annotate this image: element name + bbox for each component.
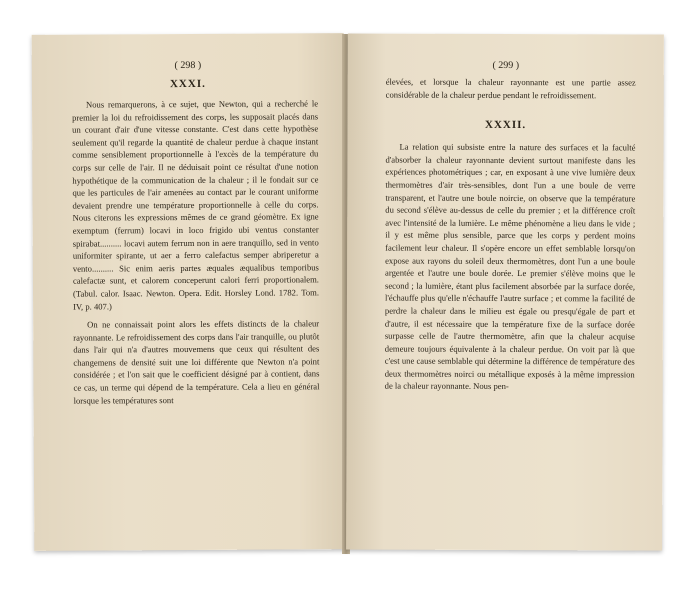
section-title: XXXII. bbox=[484, 119, 527, 132]
open-book bbox=[30, 34, 666, 554]
page-body bbox=[72, 97, 320, 407]
left-page bbox=[32, 33, 347, 551]
right-page bbox=[346, 33, 664, 550]
continued-paragraph: élevées, et lorsque la chaleur rayonnante est une partie assez considérable de la chaleur perdue pendant le refroidissement. bbox=[385, 76, 636, 100]
paragraph: On ne connaissait point alors les effets distincts de la chaleur rayonnante. Le refroidissement des corps dans l'air tranquille, ou plutôt dans l'air qui n'a d'autres mouvemens que ceux qui résultent des changemens de densité suit une loi différente que Newton n'a point considérée ; et l'on sait que le coefficient désigné par à contient, dans ce cas, un terme qui dépend de la température. Cela a lieu en général lorsque les températures sont bbox=[73, 318, 320, 406]
page-number: ( 298 ) bbox=[174, 59, 202, 72]
section-title: XXXI. bbox=[169, 77, 206, 91]
page-number: ( 299 ) bbox=[492, 59, 520, 72]
paragraph: Nous remarquerons, à ce sujet, que Newton, qui a recherché le premier la loi du refroidissement des corps, les supposait placés dans un courant d'air d'une vitesse constante. C'est dans cette hypothèse seulement qu'il regarde la quantité de chaleur perdue à chaque instant comme sensiblement proportionnelle à l'excès de la température du corps sur celle de l'air. Il ne déduisait point ce résultat d'une notion hypothétique de la communication de la chaleur ; il le fondait sur ce que les particules de l'air amenées au contact par le courant uniforme devaient prendre une température proportionnelle à celle du corps. Nous citerons les expressions mêmes de ce grand géomètre. Ex igne exemptum (ferrum) locavi in loco frigido ubi ventus constanter spirabat.......... locavi autem ferrum non in aere tranquillo, sed in vento uniformiter spirante, ut aer a ferro calefactus semper abriperetur a vento.......... Sic enim aeris partes æquales æqualibus temporibus calefactæ sunt, et calorem conceperunt calori ferri proportionalem. (Tabul. calor. Isaac. Newton. Opera. Edit. Horsley Lond. 1782. Tom. IV, p. 407.) bbox=[72, 98, 320, 312]
page-body bbox=[385, 141, 636, 394]
paragraph: La relation qui subsiste entre la nature des surfaces et la faculté d'absorber la chaleur rayonnante devient surtout manifeste dans les expériences photométriques ; car, en exposant à une vive lumière deux thermomètres d'air très-sensibles, dont l'un a une boule de verre transparent, et l'autre une boule noircie, on observe que la température du second s'élève au-dessus de celle du premier ; et la différence croît avec l'intensité de la lumière. Le même phénomène a lieu dans le vide ; il y est même plus sensible, parce que les corps y perdent moins facilement leur chaleur. Il s'opère encore un effet semblable lorsqu'on expose aux rayons du soleil deux thermomètres, dont l'un a une boule argentée et l'autre une boule dorée. Le premier s'élève moins que le second ; la lumière, étant plus facilement absorbée par la surface dorée, l'échauffe plus qu'elle n'échauffe l'autre surface ; et comme la facilité de perdre la chaleur dans le milieu est égale ou presqu'égale de part et d'autre, il est nécessaire que la température fixe de la surface dorée surpasse celle de l'autre thermomètre, afin que la chaleur acquise demeure toujours équivalente à la chaleur perdue. On voit par là que c'est une cause semblable qui détermine la différence de température des deux thermomètres noirci ou métallique exposés à la même impression de la chaleur rayonnante. Nous pen- bbox=[384, 141, 636, 392]
